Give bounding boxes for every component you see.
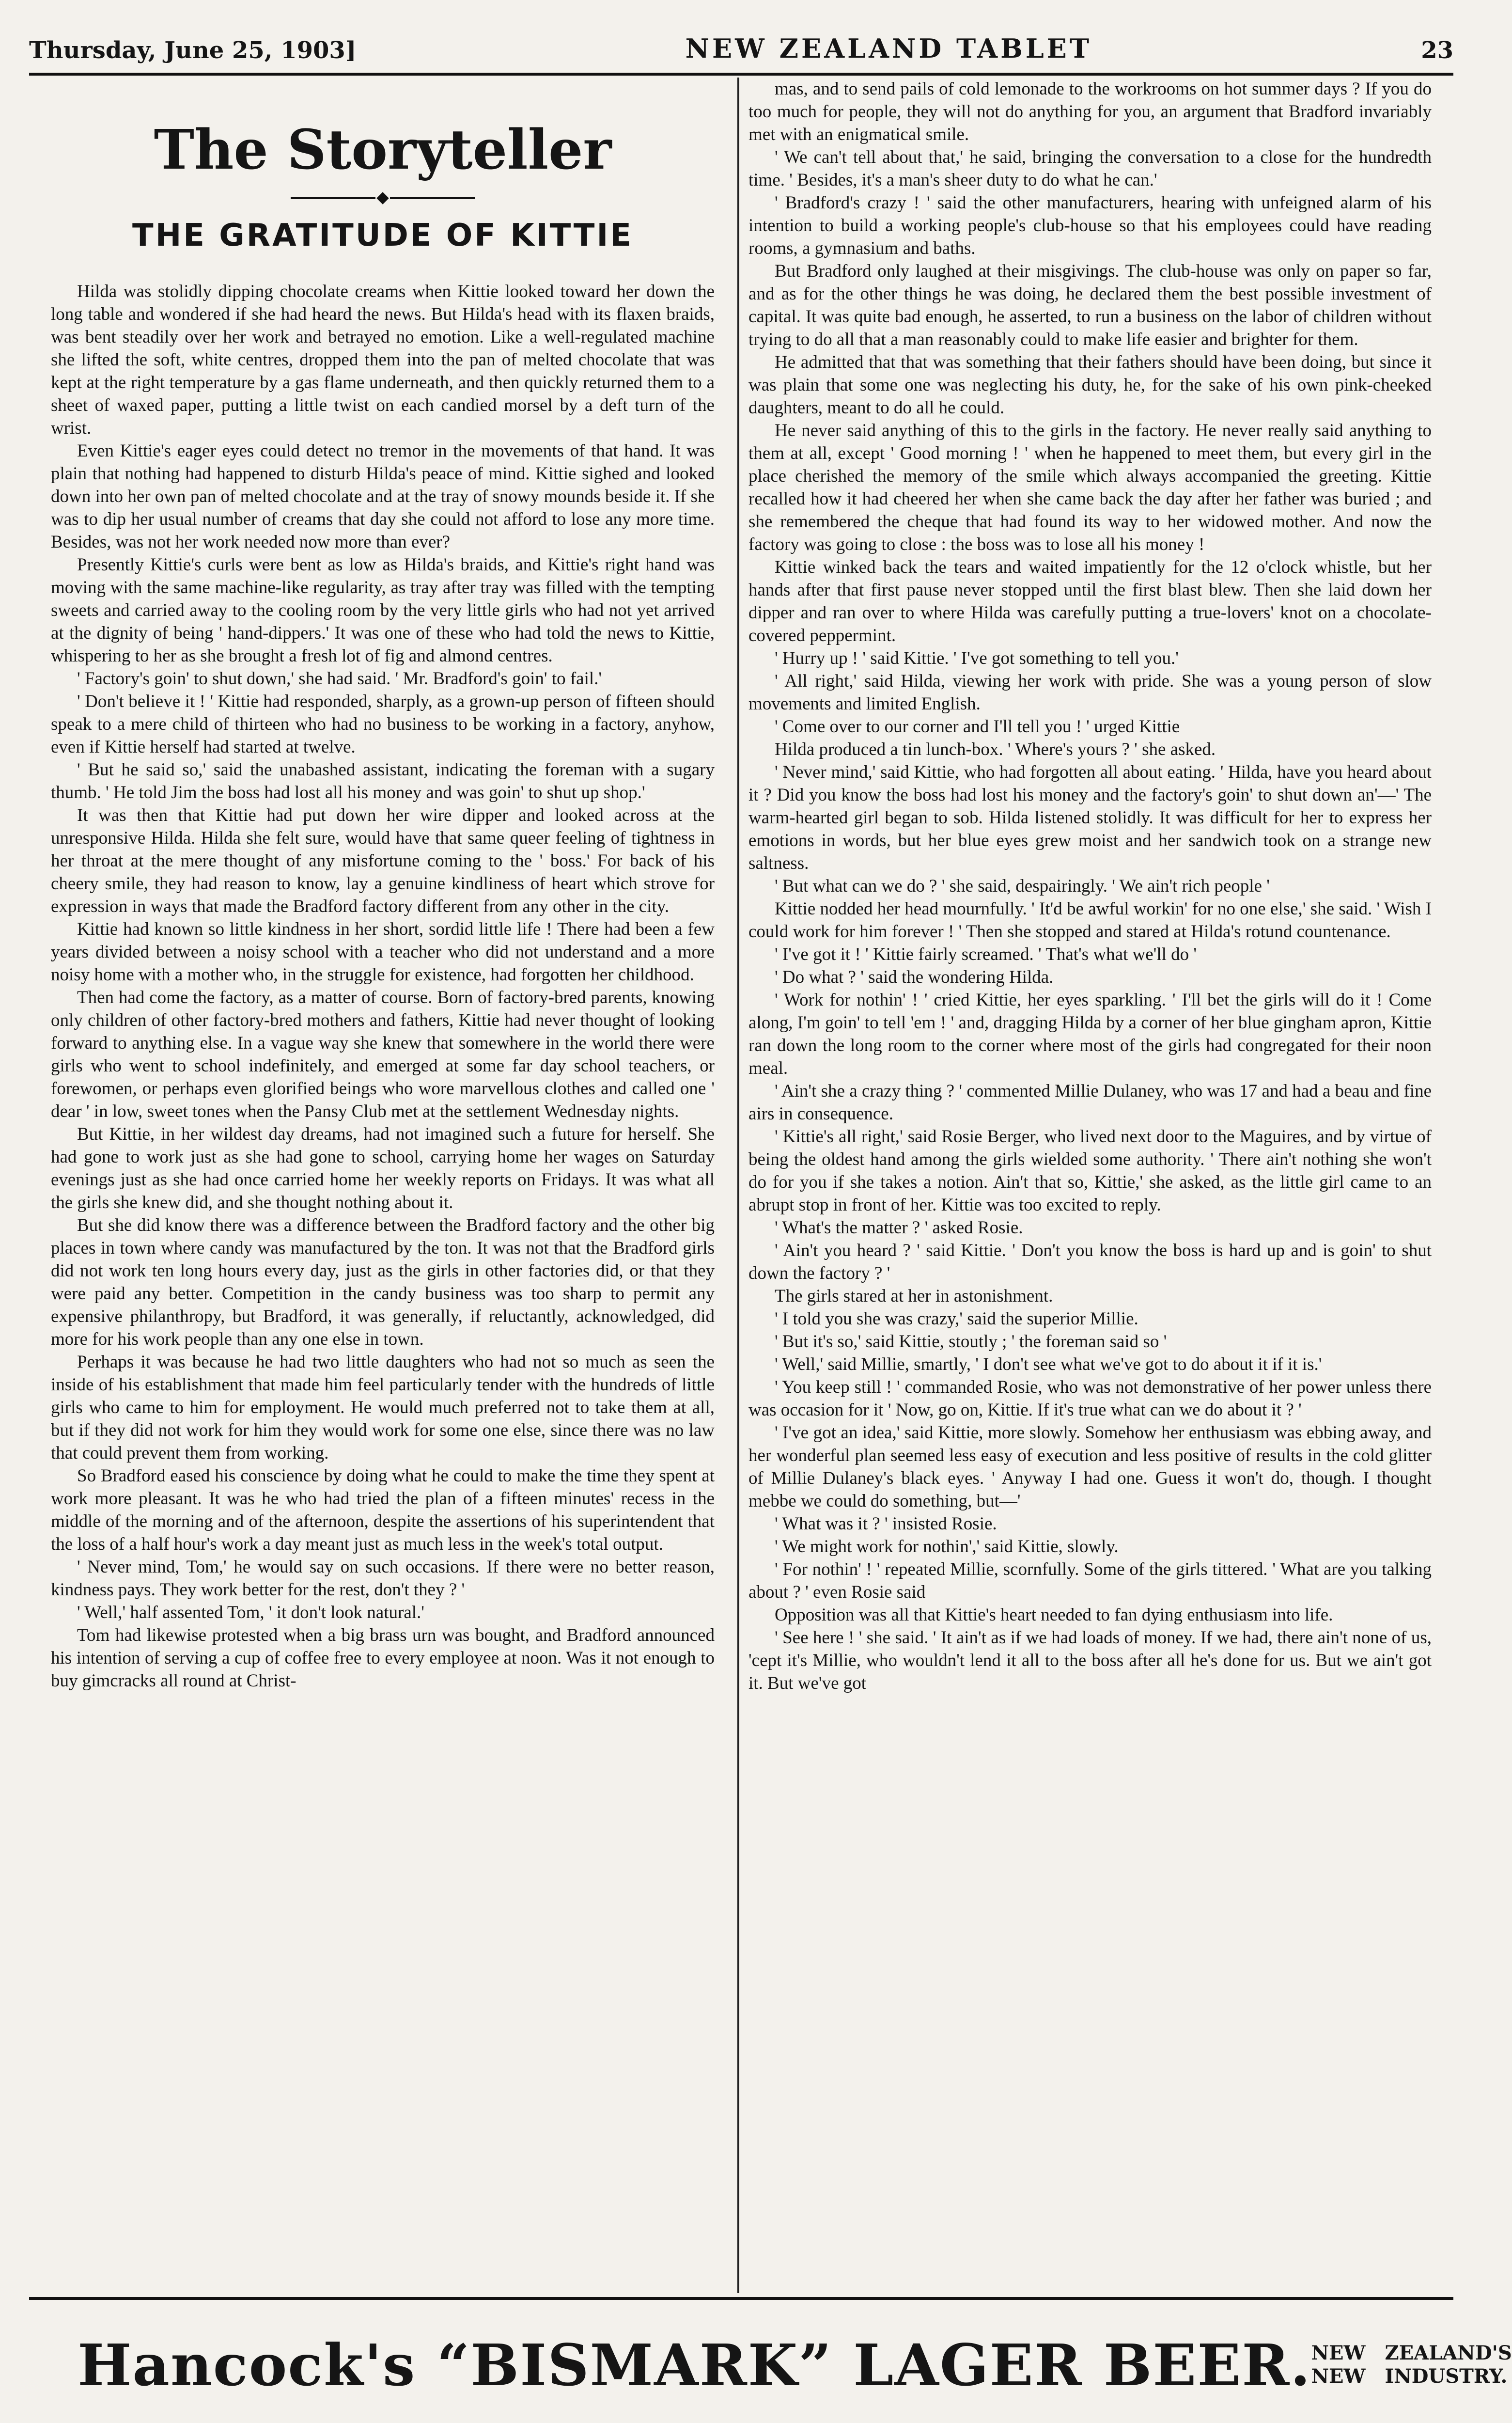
story-paragraph: ' I've got an idea,' said Kittie, more slowly. Somehow her enthusiasm was ebbing away, and her wonderful plan seemed less easy of execution and less positive of results in the cold glitter of Millie Dulaney's black eyes. ' Anyway I had one. Guess it won't do, though. I thought mebbe we could do something, but—' — [748, 1423, 1432, 1511]
story-paragraph: ' We might work for nothin',' said Kittie, slowly. — [775, 1537, 1119, 1557]
story-paragraph: ' Factory's goin' to shut down,' she had said. ' Mr. Bradford's goin' to fail.' — [77, 669, 602, 689]
story-paragraph: Hilda was stolidly dipping chocolate creams when Kittie looked toward her down the long table and wondered if she had heard the news. But Hilda's head with its flaxen braids, was bent steadily over her work and betrayed no emotion. Like a well-regulated machine she lifted the soft, white centres, dropped them into the pan of melted chocolate that was kept at the right temperature by a gas flame underneath, and then quickly returned them to a sheet of waxed paper, putting a little twist on each candied morsel by a deft turn of the wrist. — [51, 282, 715, 438]
header-date: Thursday, June 25, 1903] — [29, 37, 357, 64]
left-column — [51, 97, 715, 2287]
story-paragraph: ' For nothin' ! ' repeated Millie, scornfully. Some of the girls tittered. ' What are you talking about ? ' even Rosie said — [748, 1559, 1432, 1602]
story-paragraph: Then had come the factory, as a matter of course. Born of factory-bred parents, knowing only children of other factory-bred mothers and fathers, Kittie had never thought of looking forward to anything else. In a vague way she knew that somewhere in the world there were girls who went to school indefinitely, and emerged at some far day school teachers, or forewomen, or perhaps even glorified beings who wore marvellous clothes and called one ' dear ' in low, sweet tones when the Pansy Club met at the settlement Wednesday nights. — [51, 988, 715, 1121]
story-paragraph: ' But he said so,' said the unabashed assistant, indicating the foreman with a sugary thumb. ' He told Jim the boss had lost all his money and was goin' to shut up shop.' — [51, 760, 715, 802]
story-paragraph: ' Ain't you heard ? ' said Kittie. ' Don't you know the boss is hard up and is goin' to shut down the factory ? ' — [748, 1241, 1432, 1283]
footer-advertisement — [78, 2316, 1512, 2413]
header-rule — [29, 73, 1453, 76]
nz-line2-a: NEW — [1311, 2365, 1366, 2388]
column-divider — [737, 78, 739, 2293]
story-paragraph: ' Bradford's crazy ! ' said the other manufacturers, hearing with unfeigned alarm of his intention to build a working people's club-house so that his employees could have reading rooms, a gymnasium and baths. — [748, 193, 1432, 258]
story-paragraph: ' Don't believe it ! ' Kittie had responded, sharply, as a grown-up person of fifteen should speak to a mere child of thirteen who had no business to be working in a factory, anyhow, even if Kittie herself had started at twelve. — [51, 692, 715, 757]
story-paragraph: ' Never mind, Tom,' he would say on such occasions. If there were no better reason, kindness pays. They work better for the rest, don't they ? ' — [51, 1557, 715, 1600]
story-paragraph: ' I've got it ! ' Kittie fairly screamed. ' That's what we'll do ' — [775, 944, 1197, 964]
story-paragraph: ' Come over to our corner and I'll tell you ! ' urged Kittie — [775, 717, 1180, 737]
section-title: The Storyteller — [154, 118, 612, 182]
story-paragraph: ' But what can we do ? ' she said, despairingly. ' We ain't rich people ' — [775, 876, 1270, 896]
story-paragraph: ' But it's so,' said Kittie, stoutly ; ' the foreman said so ' — [775, 1332, 1167, 1352]
story-paragraph: ' All right,' said Hilda, viewing her work with pride. She was a young person of slow movements and limited English. — [748, 671, 1432, 714]
header-page-number: 23 — [1421, 37, 1453, 64]
story-paragraph: ' Kittie's all right,' said Rosie Berger, who lived next door to the Maguires, and by virtue of being the oldest hand among the girls wielded some authority. ' There ain't nothing she won't do for you if she takes a notion. Ain't that so, Kittie,' she asked, as the little girl came to an abrupt stop in front of her. Kittie was too excited to reply. — [748, 1127, 1432, 1215]
story-paragraph: ' Work for nothin' ! ' cried Kittie, her eyes sparkling. ' I'll bet the girls will do it ! Come along, I'm goin' to tell 'em ! ' and, dragging Hilda by a corner of her blue gingham apron, Kittie ran down the long room to the corner where most of the girls had congregated for their noon meal. — [748, 990, 1432, 1078]
story-paragraph: ' Well,' said Millie, smartly, ' I don't see what we've got to do about it if it is.' — [775, 1354, 1322, 1374]
story-paragraph: ' Hurry up ! ' said Kittie. ' I've got something to tell you.' — [775, 648, 1179, 668]
story-paragraph: Even Kittie's eager eyes could detect no tremor in the movements of that hand. It was plain that nothing had happened to disturb Hilda's peace of mind. Kittie sighed and looked down into her own pan of melted chocolate and at the tray of snowy mounds beside it. If she was to dip her usual number of creams that day she could not afford to lose any more time. Besides, was not her work needed now more than ever? — [51, 441, 715, 552]
story-paragraph: Kittie had known so little kindness in her short, sordid little life ! There had been a few years divided between a noisy school with a teacher who did not understand and a more noisy home with a mother who, in the struggle for existence, had forgotten her childhood. — [51, 919, 715, 985]
story-paragraph: Hilda produced a tin lunch-box. ' Where's yours ? ' she asked. — [775, 739, 1216, 759]
story-paragraph: So Bradford eased his conscience by doing what he could to make the time they spent at work more pleasant. It was he who had tried the plan of a fifteen minutes' recess in the middle of the morning and of the afternoon, despite the assertions of his superintendent that the loss of a half hour's work a day meant just as much less in the week's total output. — [51, 1466, 715, 1554]
story-paragraph: But Bradford only laughed at their misgivings. The club-house was only on paper so far, and as for the other things he was doing, he declared them the best possible investment of capital. It was quite bad enough, he asserted, to run a business on the labor of children without trying to do all that a man reasonably could to make life easier and brighter for them. — [748, 261, 1432, 349]
beer-advert-text: Hancock's “BISMARK” LAGER BEER. — [78, 2331, 1311, 2399]
nz-line2-b: INDUSTRY. — [1385, 2365, 1508, 2388]
story-paragraph: ' You keep still ! ' commanded Rosie, who was not demonstrative of her power unless there was occasion for it ' Now, go on, Kittie. If it's true what can we do about it ? ' — [748, 1377, 1432, 1420]
story-paragraph: ' What was it ? ' insisted Rosie. — [775, 1514, 997, 1534]
ornament-divider — [51, 194, 715, 203]
story-paragraph: But Kittie, in her wildest day dreams, had not imagined such a future for herself. She had gone to work just as she had gone to school, carrying home her wages on Saturday evenings just as she had once carried home her weekly reports on Fridays. It was what all the girls she knew did, and she thought nothing about it. — [51, 1124, 715, 1212]
story-paragraph: ' Well,' half assented Tom, ' it don't look natural.' — [77, 1603, 424, 1622]
story-paragraph: mas, and to send pails of cold lemonade to the workrooms on hot summer days ? If you do too much for people, they will not do anything for you, an argument that Bradford invariably met with an enigmatical smile. — [748, 79, 1432, 144]
story-paragraph: ' Never mind,' said Kittie, who had forgotten all about eating. ' Hilda, have you heard about it ? Did you know the boss had lost his money and the factory's goin' to shut down an'—' The warm-hearted girl began to sob. Hilda listened stolidly. It was difficult for her to express her emotions in words, but her blue eyes grew moist and her sandwich took on a strange new saltness. — [748, 762, 1432, 873]
story-paragraph: ' I told you she was crazy,' said the superior Millie. — [775, 1309, 1138, 1329]
page-header — [29, 6, 1453, 64]
footer-rule — [29, 2297, 1453, 2300]
story-paragraph: ' See here ! ' she said. ' It ain't as if we had loads of money. If we had, there ain't none of us, 'cept it's Millie, who wouldn't lend it all to the boss after all he's done for us. But we ain't got it. But we've got — [748, 1628, 1432, 1693]
nz-line1-a: NEW — [1311, 2342, 1366, 2364]
nz-industry-label — [1311, 2342, 1512, 2388]
story-paragraph: ' We can't tell about that,' he said, bringing the conversation to a close for the hundredth time. ' Besides, it's a man's sheer duty to do what he can.' — [748, 147, 1432, 190]
story-paragraph: But she did know there was a difference between the Bradford factory and the other big places in town where candy was manufactured by the ton. It was not that the Bradford girls did not work ten long hours every day, just as the girls in other factories did, or that they were paid any better. Competition in the candy business was too sharp to permit any expensive philanthropy, but Bradford, it was generally, if reluctantly, acknowledged, did more for his work people than any one else in town. — [51, 1215, 715, 1349]
story-paragraph: Tom had likewise protested when a big brass urn was bought, and Bradford announced his intention of serving a cup of coffee free to every employee at noon. Was it not enough to buy gimcracks all round at Christ- — [51, 1625, 715, 1691]
story-paragraph: Perhaps it was because he had two little daughters who had not so much as seen the inside of his establishment that made him feel particularly tender with the hundreds of little girls who came to him for employment. He would much preferred not to take them at all, but if they did not work for him they would work for some one else, since there was no law that could prevent them from working. — [51, 1352, 715, 1463]
story-paragraph: Kittie nodded her head mournfully. ' It'd be awful workin' for no one else,' she said. ' Wish I could work for him forever ! ' Then she stopped and stared at Hilda's rotund countenance. — [748, 899, 1432, 942]
story-paragraph: He admitted that that was something that their fathers should have been doing, but since it was plain that some one was neglecting his duty, he, for the sake of his own pink-cheeked daughters, meant to do all he could. — [748, 352, 1432, 418]
story-paragraph: ' Do what ? ' said the wondering Hilda. — [775, 967, 1054, 987]
right-column — [748, 78, 1432, 2290]
story-paragraph: ' What's the matter ? ' asked Rosie. — [775, 1218, 1023, 1238]
story-paragraph: The girls stared at her in astonishment. — [775, 1286, 1053, 1306]
story-paragraph: He never said anything of this to the girls in the factory. He never really said anything to them at all, except ' Good morning ! ' when he happened to meet them, but every girl in the place cherished the memory of the smile which always accompanied the greeting. Kittie recalled how it had cheered her when she came back the day after her father was buried ; and she remembered the cheque that had found its way to her widowed mother. And now the factory was going to close : the boss was to lose all his money ! — [748, 421, 1432, 554]
story-paragraph: It was then that Kittie had put down her wire dipper and looked across at the unresponsive Hilda. Hilda she felt sure, would have that same queer feeling of tightness in her throat at the mere thought of any misfortune coming to the ' boss.' For back of his cheery smile, they had reason to know, lay a genuine kindliness of heart which strove for expression in ways that made the Bradford factory different from any other in the city. — [51, 805, 715, 916]
story-paragraph: Opposition was all that Kittie's heart needed to fan dying enthusiasm into life. — [775, 1605, 1333, 1625]
header-publication-title: NEW ZEALAND TABLET — [685, 33, 1092, 64]
story-paragraph: Presently Kittie's curls were bent as low as Hilda's braids, and Kittie's right hand was moving with the same machine-like regularity, as tray after tray was filled with the tempting sweets and carried away to the cooling room by the very little girls who had not yet arrived at the dignity of being ' hand-dippers.' It was one of these who had told the news to Kittie, whispering to her as she brought a fresh lot of fig and almond centres. — [51, 555, 715, 666]
nz-line1-b: ZEALAND'S — [1385, 2342, 1512, 2364]
story-paragraph: ' Ain't she a crazy thing ? ' commented Millie Dulaney, who was 17 and had a beau and fine airs in consequence. — [748, 1081, 1432, 1124]
diamond-ornament-icon — [376, 192, 389, 204]
story-paragraph: Kittie winked back the tears and waited impatiently for the 12 o'clock whistle, but her hands after that first pause never stopped until the first blast blew. Then she laid down her dipper and ran over to where Hilda was carefully putting a true-lovers' knot on a chocolate-covered peppermint. — [748, 557, 1432, 645]
story-title: THE GRATITUDE OF KITTIE — [132, 218, 633, 253]
